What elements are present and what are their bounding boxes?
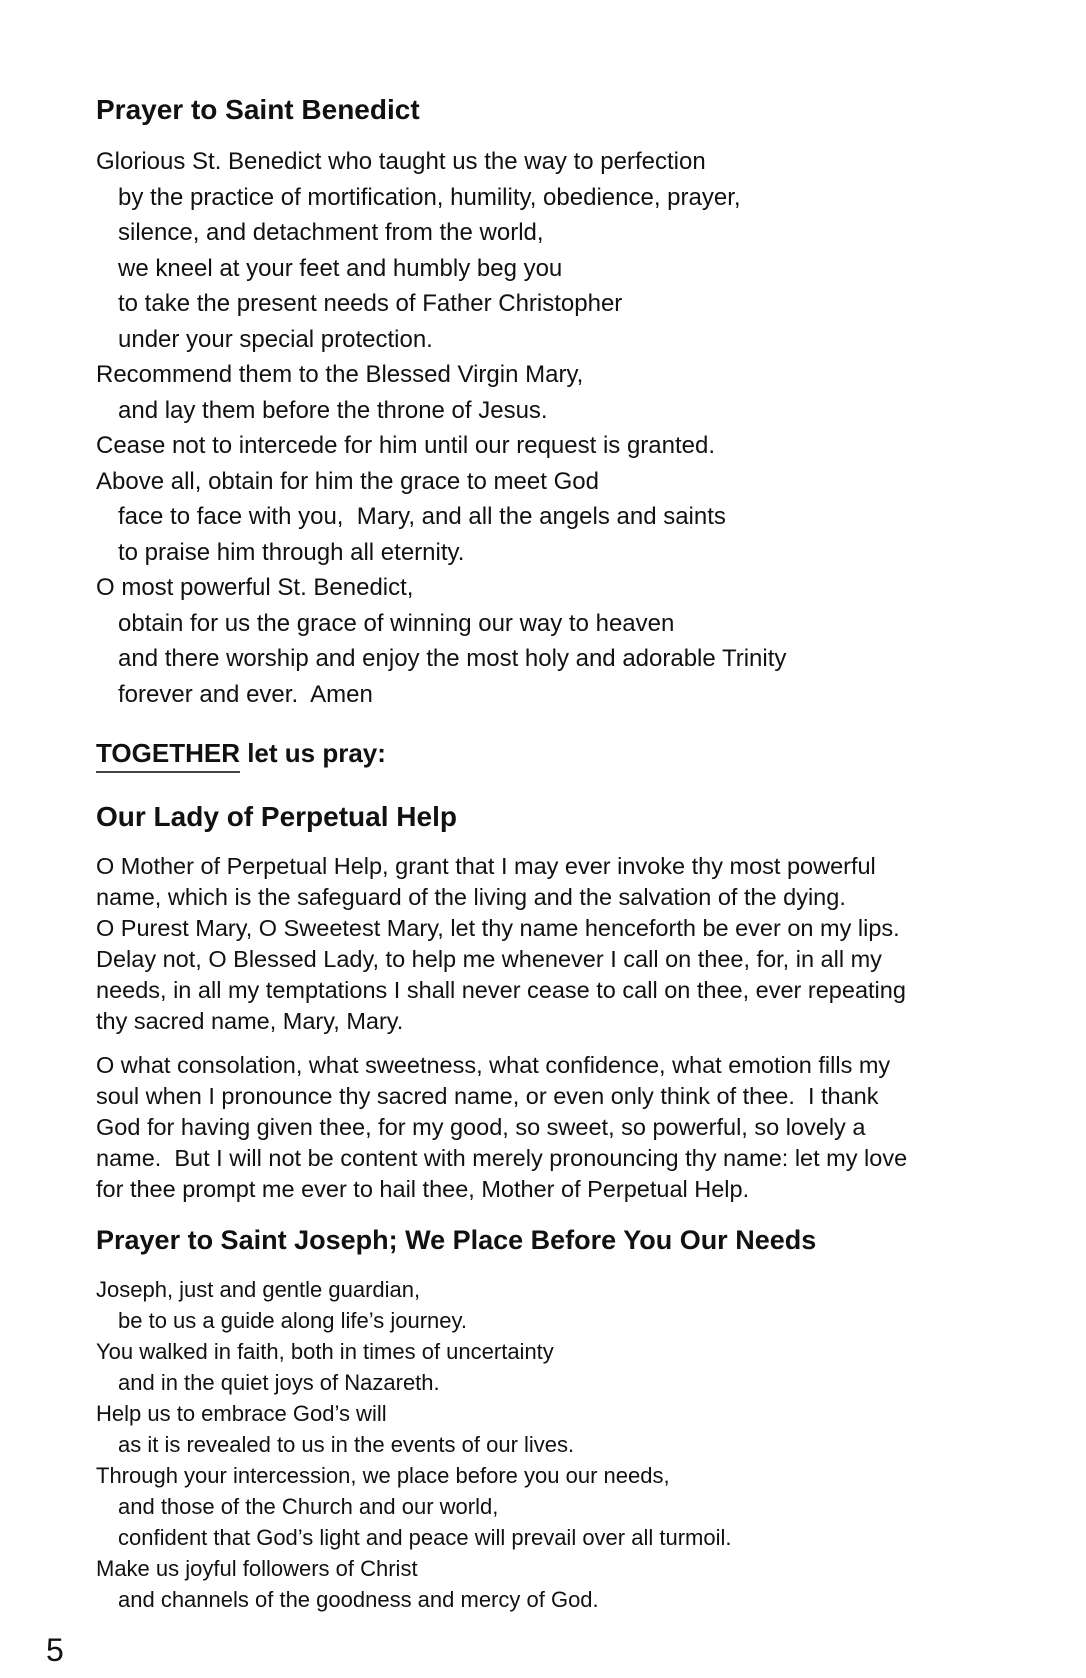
- text-line: Make us joyful followers of Christ: [96, 1556, 418, 1581]
- text-line: and those of the Church and our world,: [118, 1494, 499, 1519]
- text-line: Through your intercession, we place before you our needs,: [96, 1463, 670, 1488]
- text-line: and lay them before the throne of Jesus.: [118, 396, 548, 424]
- text-line: Joseph, just and gentle guardian,: [96, 1277, 421, 1302]
- text-line: God for having given thee, for my good, so sweet, so powerful, so lovely a: [96, 1114, 866, 1140]
- text-line: under your special protection.: [118, 325, 433, 353]
- text-line: O Purest Mary, O Sweetest Mary, let thy name henceforth be ever on my lips.: [96, 915, 900, 941]
- text-line: to praise him through all eternity.: [118, 538, 465, 566]
- text-line: we kneel at your feet and humbly beg you: [118, 254, 563, 282]
- joseph-prayer-title: Prayer to Saint Joseph; We Place Before You Our Needs: [96, 1225, 817, 1255]
- perpetual-help-title: Our Lady of Perpetual Help: [96, 801, 457, 832]
- text-line: O what consolation, what sweetness, what confidence, what emotion fills my: [96, 1052, 891, 1078]
- text-line: Cease not to intercede for him until our request is granted.: [96, 432, 716, 459]
- text-line: confident that God’s light and peace will prevail over all turmoil.: [118, 1525, 732, 1550]
- text-line: and in the quiet joys of Nazareth.: [118, 1370, 440, 1395]
- text-line: needs, in all my temptations I shall never cease to call on thee, ever repeating: [96, 977, 906, 1003]
- perpetual-help-paragraph-2: [96, 1050, 907, 1205]
- text-line: face to face with you, Mary, and all the angels and saints: [118, 503, 726, 530]
- benedict-prayer-title: Prayer to Saint Benedict: [96, 94, 420, 125]
- text-line: Above all, obtain for him the grace to meet God: [96, 467, 599, 495]
- together-emphasis: TOGETHER: [96, 738, 240, 773]
- text-line: O Mother of Perpetual Help, grant that I may ever invoke thy most powerful: [96, 853, 876, 879]
- text-line: forever and ever. Amen: [118, 680, 373, 708]
- text-line: by the practice of mortification, humility, obedience, prayer,: [118, 183, 741, 211]
- together-heading: [96, 738, 386, 773]
- page-number: 5: [46, 1632, 64, 1668]
- benedict-prayer-body: [96, 144, 786, 712]
- perpetual-help-paragraph-1: [96, 851, 906, 1037]
- text-line: Help us to embrace God’s will: [96, 1401, 387, 1426]
- text-line: name. But I will not be content with merely pronouncing thy name: let my love: [96, 1145, 908, 1171]
- text-line: You walked in faith, both in times of uncertainty: [96, 1339, 554, 1364]
- together-rest: let us pray:: [239, 738, 386, 768]
- text-line: to take the present needs of Father Christopher: [118, 290, 623, 317]
- text-line: and channels of the goodness and mercy of God.: [118, 1587, 599, 1612]
- joseph-prayer-body: [96, 1274, 731, 1615]
- text-line: thy sacred name, Mary, Mary.: [96, 1008, 404, 1034]
- text-line: Recommend them to the Blessed Virgin Mary,: [96, 361, 584, 388]
- text-line: be to us a guide along life’s journey.: [118, 1308, 467, 1333]
- text-line: soul when I pronounce thy sacred name, or even only think of thee. I thank: [96, 1083, 879, 1109]
- text-line: Glorious St. Benedict who taught us the way to perfection: [96, 148, 706, 175]
- text-line: name, which is the safeguard of the living and the salvation of the dying.: [96, 884, 846, 910]
- text-line: obtain for us the grace of winning our way to heaven: [118, 609, 675, 637]
- text-line: for thee prompt me ever to hail thee, Mother of Perpetual Help.: [96, 1176, 750, 1202]
- text-line: and there worship and enjoy the most holy and adorable Trinity: [118, 645, 787, 672]
- text-line: silence, and detachment from the world,: [118, 219, 544, 246]
- text-line: O most powerful St. Benedict,: [96, 574, 414, 601]
- text-line: as it is revealed to us in the events of our lives.: [118, 1432, 575, 1457]
- text-line: Delay not, O Blessed Lady, to help me whenever I call on thee, for, in all my: [96, 946, 882, 972]
